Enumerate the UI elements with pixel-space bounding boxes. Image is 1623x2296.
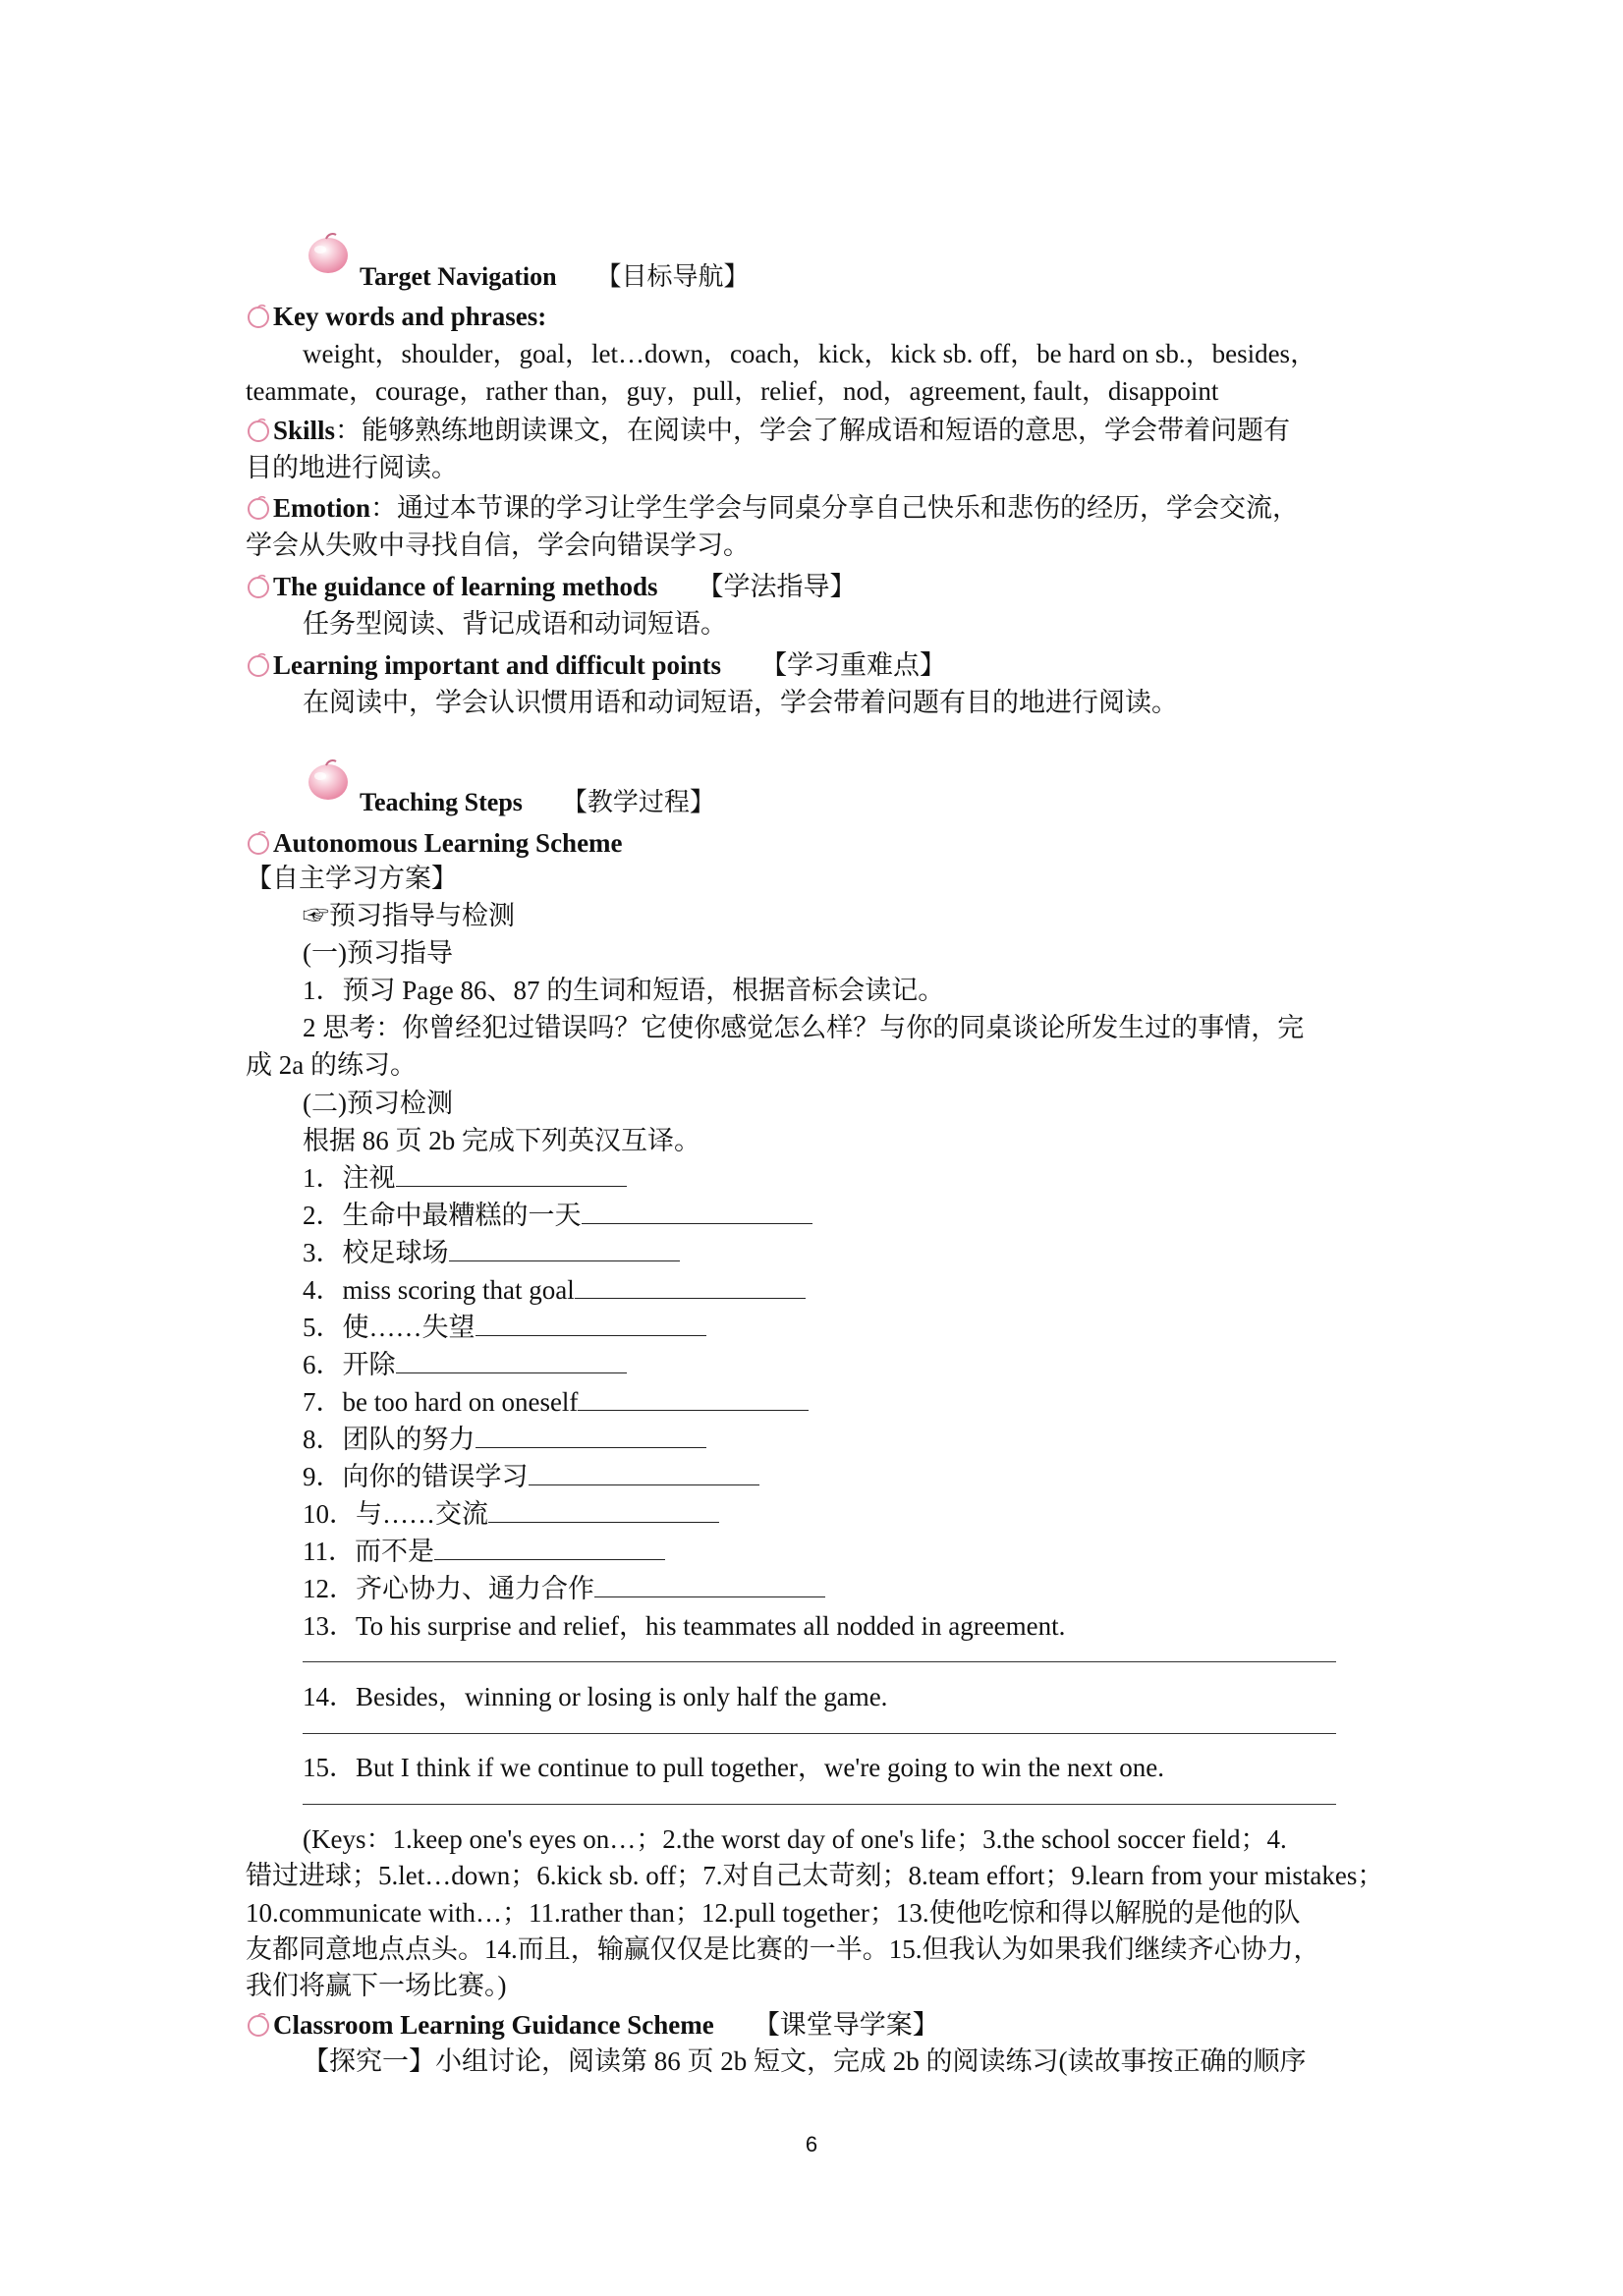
answer-keys-line-4: 友都同意地点点头。14.而且，输赢仅仅是比赛的一半。15.但我认为如果我们继续齐心协力， <box>246 1934 1320 1964</box>
answer-blank[interactable] <box>476 1314 706 1336</box>
pink-apple-icon <box>303 228 352 277</box>
exercise-item: 7．be too hard on oneself <box>303 1385 809 1419</box>
answer-line[interactable] <box>303 1804 1336 1805</box>
page-number: 6 <box>805 2132 818 2156</box>
answer-blank[interactable] <box>396 1164 627 1187</box>
exercise-item: 3．校足球场 <box>303 1236 680 1269</box>
answer-blank[interactable] <box>529 1463 759 1485</box>
emotion-line-1: Emotion：通过本节课的学习让学生学会与同桌分享自己快乐和悲伤的经历，学会交流， <box>246 491 1299 525</box>
important-heading: Learning important and difficult points 【学习重难点】 <box>246 648 946 682</box>
exercise-item: 9．向你的错误学习 <box>303 1460 759 1493</box>
key-words-line-1: weight，shoulder，goal，let…down，coach，kick，kick sb. off，be hard on sb.，besides， <box>303 339 1317 368</box>
pink-apple-icon <box>303 755 352 804</box>
pink-ring-icon <box>246 2012 271 2038</box>
preview-item-1: 1．预习 Page 86、87 的生词和短语，根据音标会读记。 <box>303 976 945 1005</box>
exercise-item: 4．miss scoring that goal <box>303 1273 806 1307</box>
answer-keys-line-3: 10.communicate with…；11.rather than；12.pull together；13.使他吃惊和得以解脱的是他的队 <box>246 1898 1301 1928</box>
answer-line[interactable] <box>303 1733 1336 1734</box>
pink-ring-icon <box>246 304 271 329</box>
preview-check-subheading: (二)预习检测 <box>303 1089 453 1118</box>
answer-blank[interactable] <box>488 1500 719 1523</box>
answer-blank[interactable] <box>578 1388 809 1411</box>
classroom-heading: Classroom Learning Guidance Scheme 【课堂导学案】 <box>246 2008 939 2042</box>
pink-ring-icon <box>246 652 271 678</box>
explore-one-text: 【探究一】小组讨论，阅读第 86 页 2b 短文，完成 2b 的阅读练习(读故事按正确的顺序 <box>303 2046 1307 2076</box>
answer-blank[interactable] <box>575 1276 806 1299</box>
answer-blank[interactable] <box>582 1202 812 1224</box>
answer-blank[interactable] <box>434 1538 665 1560</box>
answer-blank[interactable] <box>594 1575 825 1597</box>
key-words-heading: Key words and phrases: <box>246 300 546 333</box>
skills-line-2: 目的地进行阅读。 <box>246 453 458 482</box>
emotion-line-2: 学会从失败中寻找自信，学会向错误学习。 <box>246 531 750 560</box>
section-title-target-navigation: Target Navigation 【目标导航】 <box>360 262 750 291</box>
preview-guide-subheading: (一)预习指导 <box>303 938 453 968</box>
exercise-item: 2．生命中最糟糕的一天 <box>303 1199 812 1232</box>
guidance-heading: The guidance of learning methods 【学法指导】 <box>246 570 857 603</box>
translation-sentence: 14．Besides，winning or losing is only half the game. <box>303 1682 888 1711</box>
autonomous-heading: Autonomous Learning Scheme <box>246 826 623 860</box>
exercise-item: 11．而不是 <box>303 1535 665 1568</box>
answer-line[interactable] <box>303 1661 1336 1662</box>
skills-line-1: Skills：能够熟练地朗读课文，在阅读中，学会了解成语和短语的意思，学会带着问题有 <box>246 414 1290 447</box>
answer-blank[interactable] <box>396 1351 627 1373</box>
guidance-text: 任务型阅读、背记成语和动词短语。 <box>303 609 727 639</box>
preview-guide-pointer: ☞预习指导与检测 <box>303 901 515 930</box>
pink-ring-icon <box>246 495 271 521</box>
exercise-item: 6．开除 <box>303 1348 627 1381</box>
important-text: 在阅读中，学会认识惯用语和动词短语，学会带着问题有目的地进行阅读。 <box>303 688 1178 717</box>
exercise-item: 1．注视 <box>303 1161 627 1195</box>
exercise-item: 8．团队的努力 <box>303 1423 706 1456</box>
exercise-item: 12．齐心协力、通力合作 <box>303 1572 825 1605</box>
section-title-teaching-steps: Teaching Steps 【教学过程】 <box>360 788 715 816</box>
key-words-line-2: teammate，courage，rather than，guy，pull，relief，nod，agreement, fault，disappoint <box>246 376 1219 406</box>
answer-keys-line-5: 我们将赢下一场比赛。) <box>246 1971 507 2000</box>
preview-check-intro: 根据 86 页 2b 完成下列英汉互译。 <box>303 1126 700 1155</box>
exercise-item: 10．与……交流 <box>303 1497 719 1531</box>
pink-ring-icon <box>246 830 271 856</box>
answer-blank[interactable] <box>449 1239 680 1261</box>
translation-sentence: 15．But I think if we continue to pull together，we're going to win the next one. <box>303 1753 1164 1782</box>
pink-ring-icon <box>246 418 271 443</box>
answer-blank[interactable] <box>476 1426 706 1448</box>
preview-item-2-line-1: 2 思考：你曾经犯过错误吗？它使你感觉怎么样？与你的同桌谈论所发生过的事情，完 <box>303 1013 1305 1042</box>
exercise-item: 5．使……失望 <box>303 1311 706 1344</box>
answer-keys-line-2: 错过进球；5.let…down；6.kick sb. off；7.对自己太苛刻；8.team effort；9.learn from your mistakes； <box>246 1861 1384 1890</box>
pink-ring-icon <box>246 574 271 599</box>
translation-sentence: 13．To his surprise and relief，his teammates all nodded in agreement. <box>303 1611 1066 1641</box>
preview-item-2-line-2: 成 2a 的练习。 <box>246 1050 417 1080</box>
autonomous-cn-label: 【自主学习方案】 <box>246 864 458 893</box>
answer-keys-line-1: (Keys：1.keep one's eyes on…；2.the worst day of one's life；3.the school soccer field；4. <box>303 1824 1287 1854</box>
